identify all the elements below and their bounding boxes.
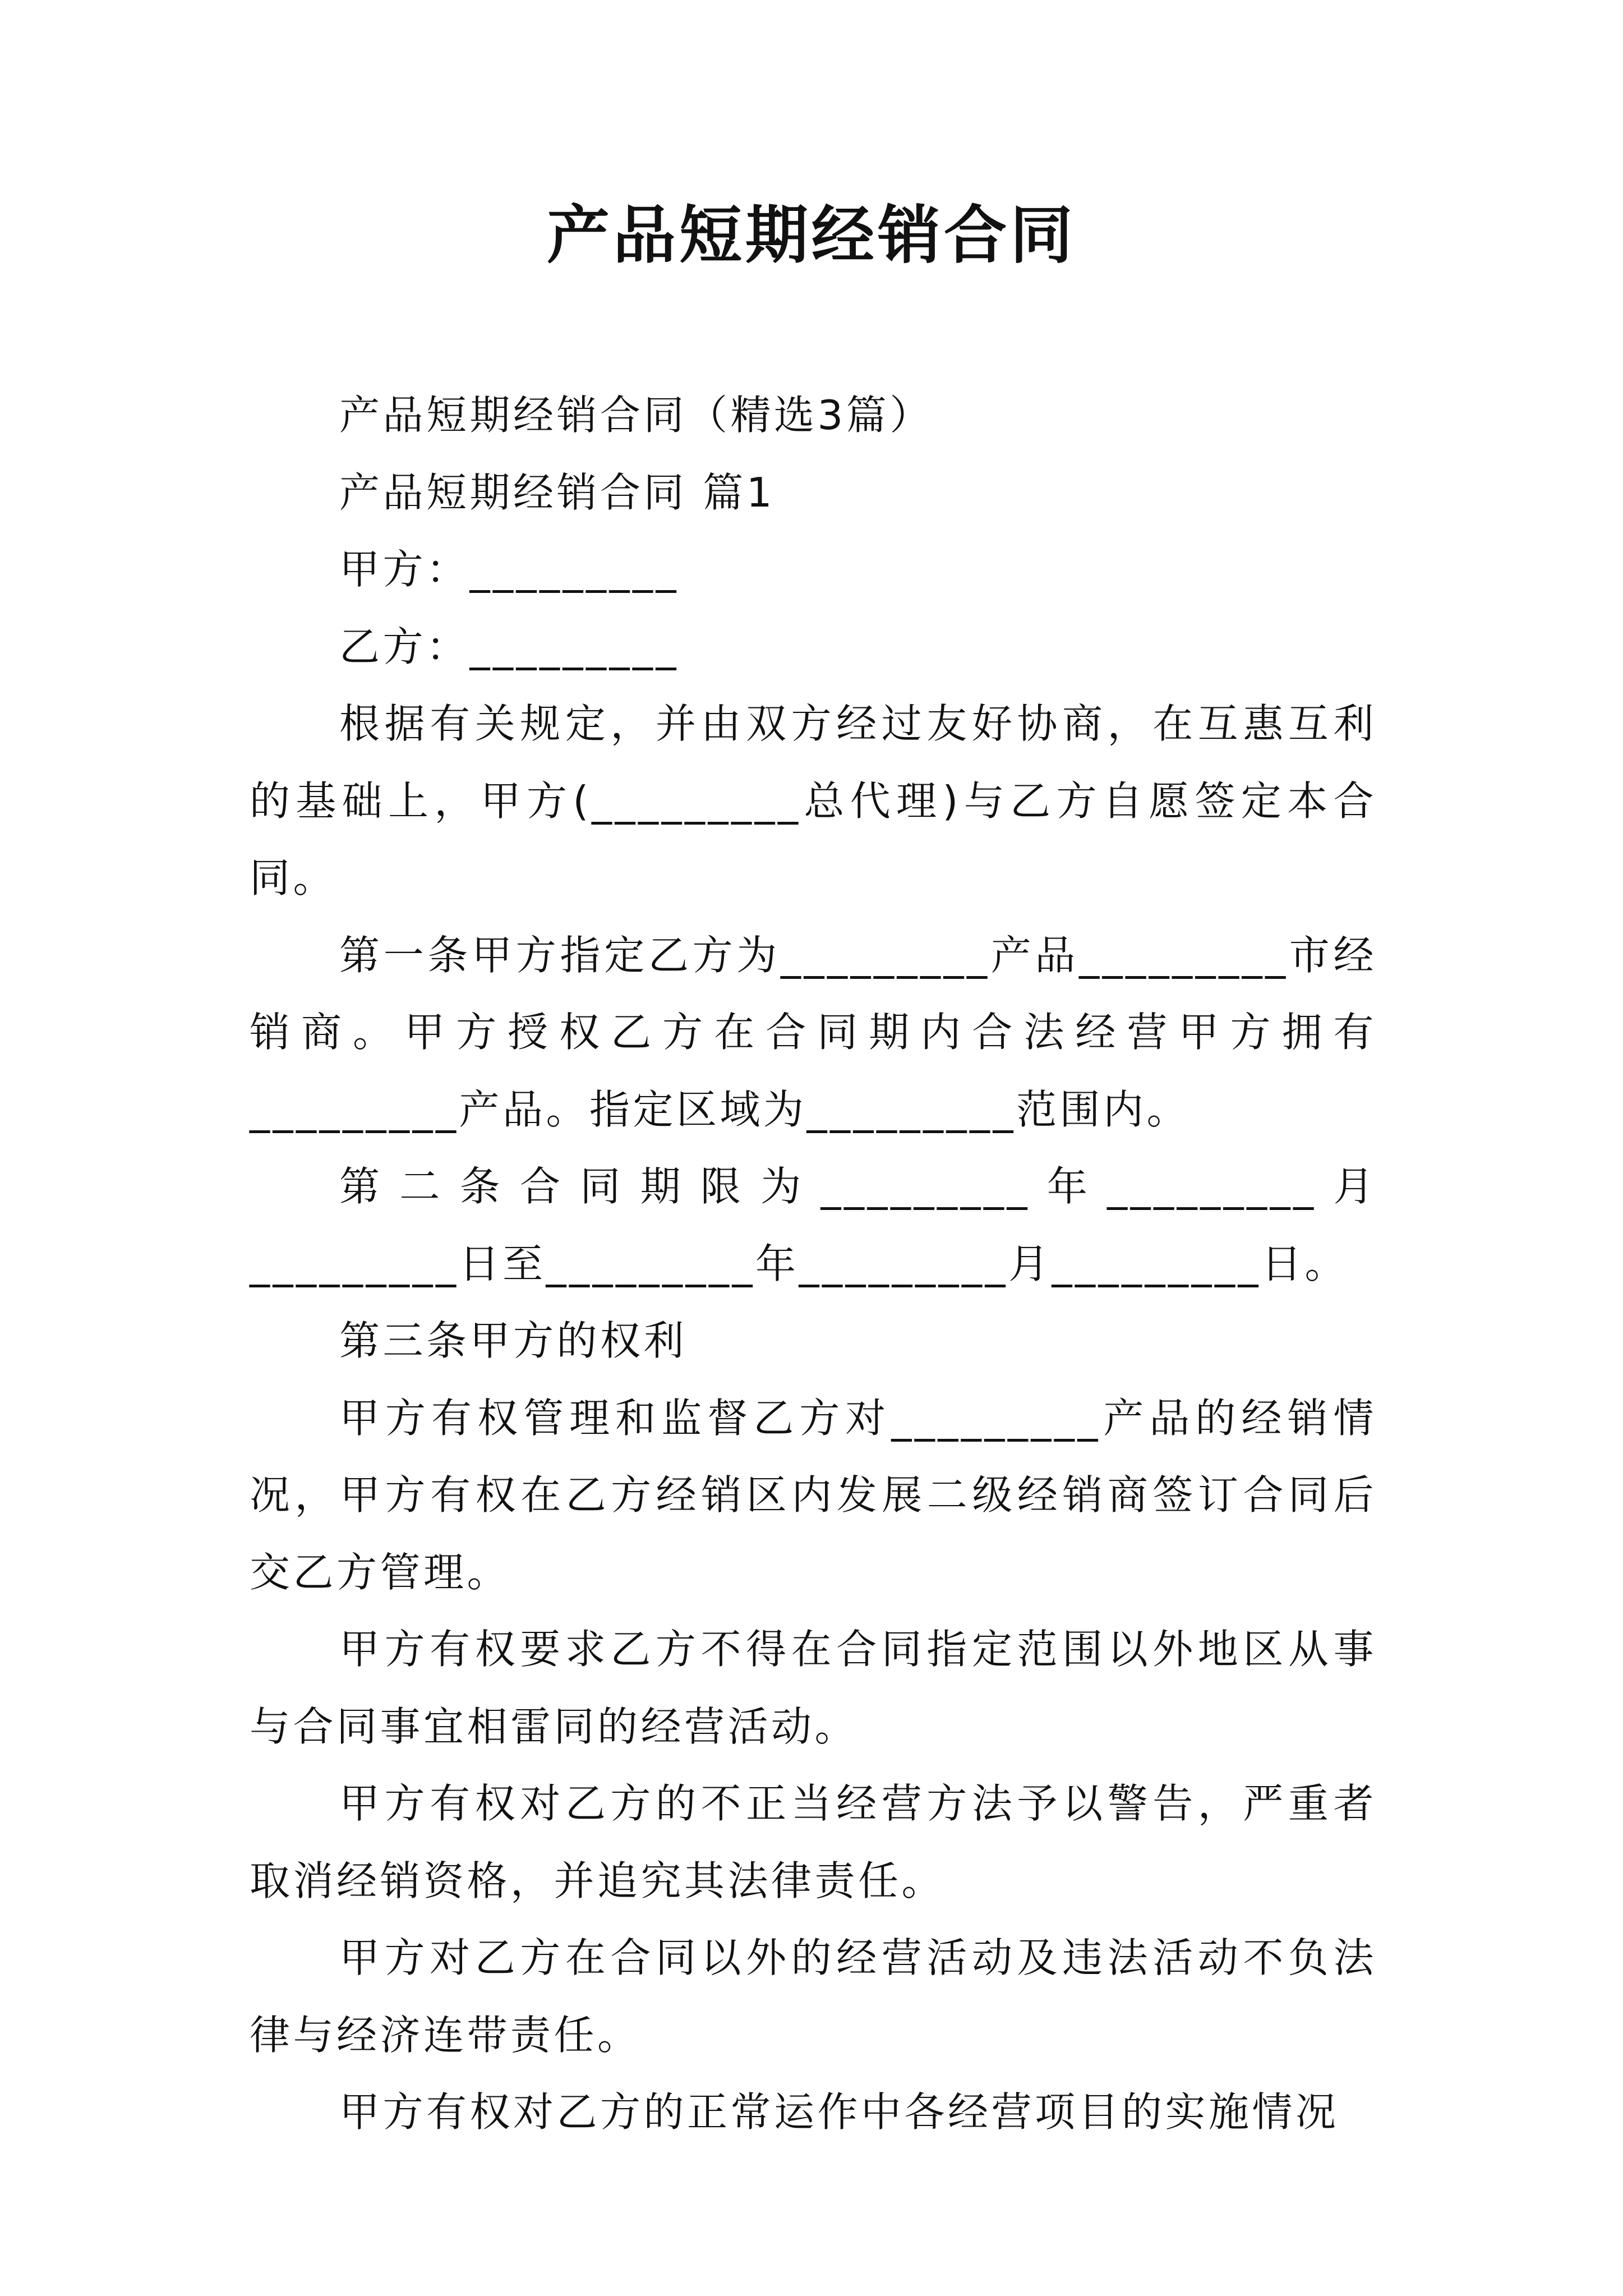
paragraph-right-4: 甲方对乙方在合同以外的经营活动及违法活动不负法律与经济连带责任。 [250, 1934, 1377, 2059]
paragraph-right-5: 甲方有权对乙方的正常运作中各经营项目的实施情况 [339, 2088, 1339, 2136]
paragraph-party-b: 乙方：_________ [339, 623, 680, 670]
paragraph-article-2: 第二条合同期限为_________年_________月_________日至_________年_________月_________日。 [250, 1163, 1377, 1287]
paragraph-article-1: 第一条甲方指定乙方为_________产品_________市经销商。甲方授权乙方在合同期内合法经营甲方拥有_________产品。指定区域为_________范围内。 [250, 931, 1377, 1133]
paragraph-right-2: 甲方有权要求乙方不得在合同指定范围以外地区从事与合同事宜相雷同的经营活动。 [250, 1626, 1377, 1750]
paragraph-right-1: 甲方有权管理和监督乙方对_________产品的经销情况，甲方有权在乙方经销区内发展二级经销商签订合同后交乙方管理。 [250, 1394, 1377, 1596]
document-title: 产品短期经销合同 [547, 199, 1076, 272]
paragraph-section-heading: 产品短期经销合同 篇1 [339, 468, 776, 516]
paragraph-subtitle: 产品短期经销合同（精选3篇） [339, 392, 933, 439]
paragraph-right-3: 甲方有权对乙方的不正当经营方法予以警告，严重者取消经销资格，并追究其法律责任。 [250, 1780, 1377, 1904]
document-body [250, 377, 1377, 2151]
paragraph-article-3-heading: 第三条甲方的权利 [339, 1317, 688, 1364]
paragraph-party-a: 甲方：_________ [339, 546, 680, 593]
paragraph-preamble: 根据有关规定，并由双方经过友好协商，在互惠互利的基础上，甲方(_________总代理)与乙方自愿签定本合同。 [250, 700, 1377, 901]
